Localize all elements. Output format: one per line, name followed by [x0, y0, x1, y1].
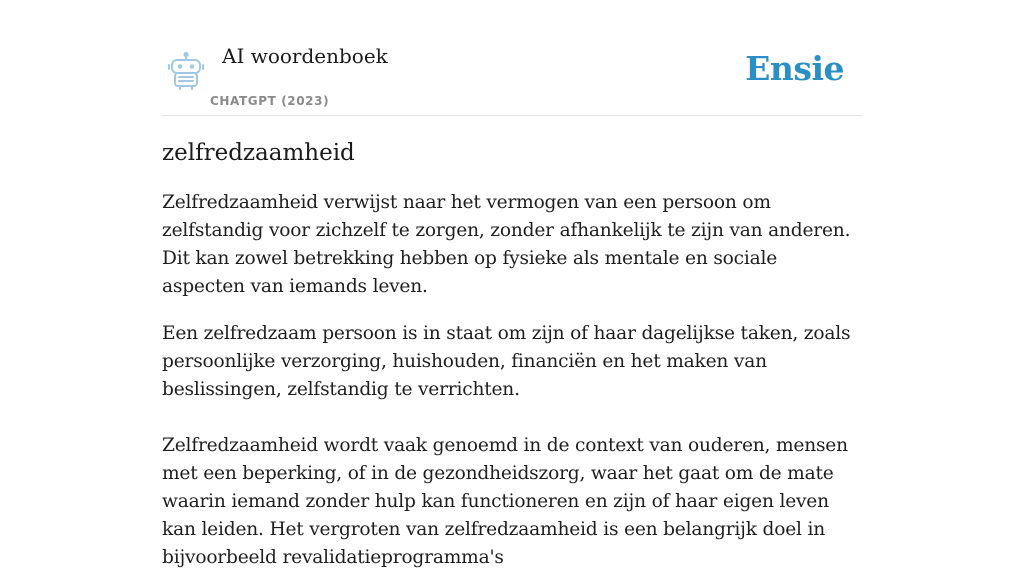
definition-paragraph-1: Zelfredzaamheid verwijst naar het vermogen van een persoon om zelfstandig voor zichzelf te zorgen, zonder afhankelijk te zijn van anderen. Dit kan zowel betrekking hebben op fysieke als mentale en sociale aspecten van iemands leven.: [162, 192, 851, 297]
entry-term: zelfredzaamheid: [162, 140, 355, 166]
source-subtitle: CHATGPT (2023): [210, 94, 330, 108]
robot-icon: [166, 52, 206, 90]
source-header: [162, 0, 862, 116]
source-title[interactable]: AI woordenboek: [222, 44, 388, 68]
definition-paragraph-2: Een zelfredzaam persoon is in staat om zijn of haar dagelijkse taken, zoals persoonlijke verzorging, huishouden, financiën en het maken van beslissingen, zelfstandig te verrichten.: [162, 323, 851, 400]
content-column: [162, 0, 862, 572]
definition-paragraph-3: Zelfredzaamheid wordt vaak genoemd in de context van ouderen, mensen met een beperking, of in de gezondheidszorg, waar het gaat om de mate waarin iemand zonder hulp kan functioneren en zijn of haar eigen leven kan leiden. Het vergroten van zelfredzaamheid is een belangrijk doel in bijvoorbeeld revalidatieprogramma's: [162, 435, 848, 568]
ensie-logo[interactable]: Ensie: [745, 49, 844, 88]
